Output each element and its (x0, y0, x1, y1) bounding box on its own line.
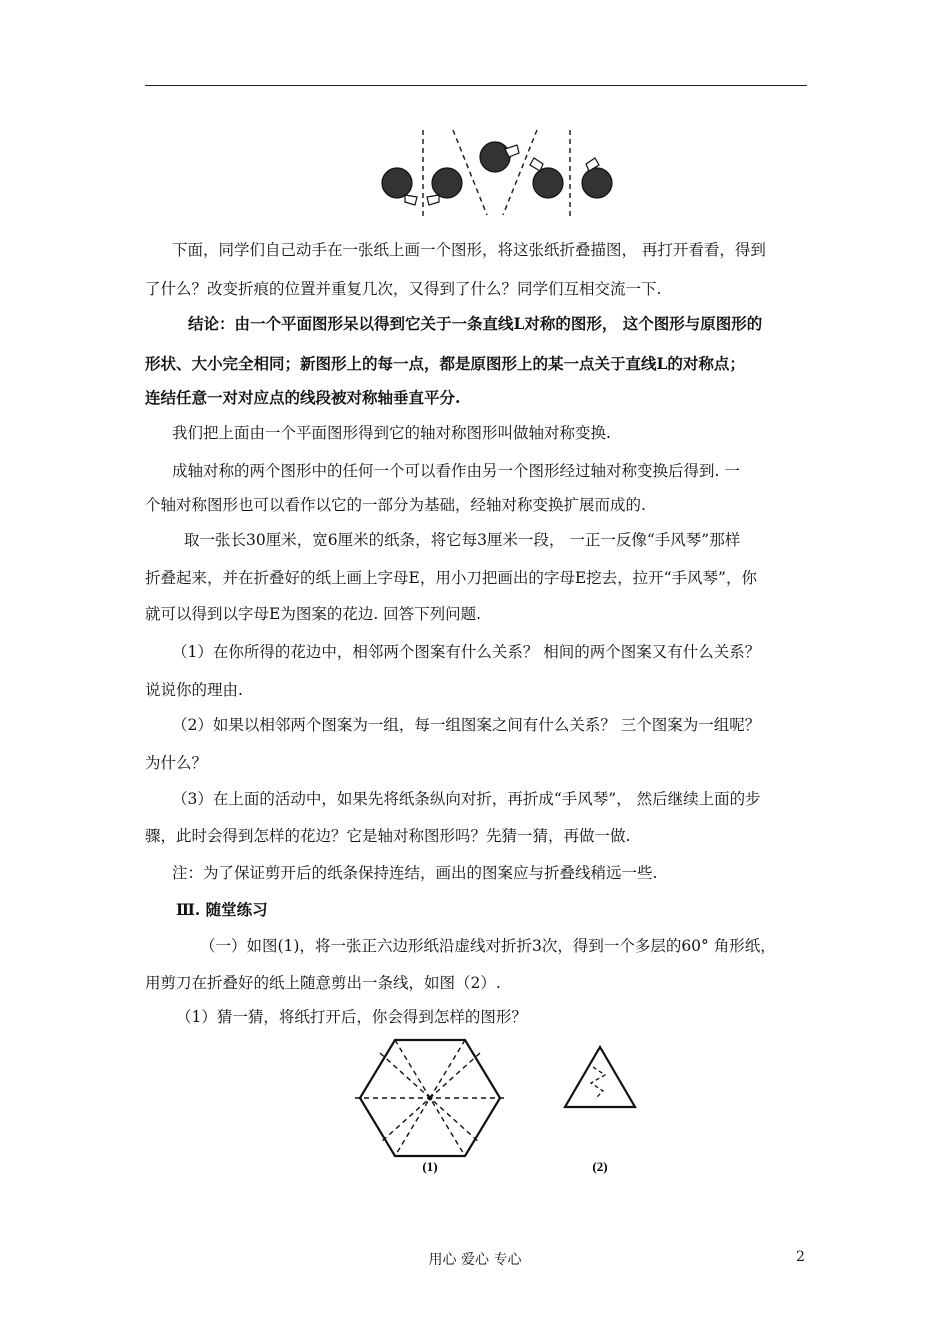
exercise: （1）猜一猜，将纸打开后，你会得到怎样的图形？ (176, 1008, 527, 1026)
page-number: 2 (796, 1249, 805, 1265)
question: 为什么？ (145, 754, 208, 772)
conclusion: 形状、大小完全相同；新图形上的每一点，都是原图形上的某一点关于直线L的对称点； (145, 354, 745, 373)
paragraph: 成轴对称的两个图形中的任何一个可以看作由另一个图形经过轴对称变换后得到. 一 (172, 462, 740, 480)
paragraph: 就可以得到以字母E为图案的花边. 回答下列问题. (145, 605, 482, 623)
symmetry-figures-image (375, 125, 615, 220)
section-heading: Ⅲ. 随堂练习 (176, 900, 268, 919)
figure-label: (1) (422, 1159, 438, 1174)
note: 注：为了保证剪开后的纸条保持连结，画出的图案应与折叠线稍远一些. (172, 864, 658, 882)
paragraph: 取一张长30厘米，宽6厘米的纸条，将它每3厘米一段， 一正一反像“手风琴”那样 (184, 531, 741, 549)
paragraph: 下面，同学们自己动手在一张纸上画一个图形，将这张纸折叠描图， 再打开看看，得到 (172, 241, 766, 259)
question: 说说你的理由. (145, 681, 243, 699)
figure-label: (2) (592, 1159, 608, 1174)
conclusion: 结论：由一个平面图形呆以得到它关于一条直线L对称的图形， 这个图形与原图形的 (188, 314, 763, 333)
hexagon-figure (355, 1035, 505, 1175)
question: （2）如果以相邻两个图案为一组，每一组图案之间有什么关系？ 三个图案为一组呢？ (172, 716, 761, 734)
question: （1）在你所得的花边中，相邻两个图案有什么关系？ 相间的两个图案又有什么关系？ (172, 643, 761, 661)
footer-text: 用心 爱心 专心 (428, 1252, 522, 1268)
paragraph: 我们把上面由一个平面图形得到它的轴对称图形叫做轴对称变换. (172, 424, 611, 442)
paragraph: 折叠起来，并在折叠好的纸上画上字母E，用小刀把画出的字母E挖去，拉开“手风琴”，你 (145, 569, 757, 587)
exercise: 用剪刀在折叠好的纸上随意剪出一条线，如图（2）. (145, 974, 501, 992)
triangle-figure (555, 1035, 645, 1175)
paragraph: 个轴对称图形也可以看作以它的一部分为基础，经轴对称变换扩展而成的. (145, 496, 646, 514)
conclusion: 连结任意一对对应点的线段被对称轴垂直平分. (145, 388, 461, 407)
header-rule (145, 85, 807, 86)
question: （3）在上面的活动中，如果先将纸条纵向对折，再折成“手风琴”， 然后继续上面的步 (172, 790, 761, 808)
exercise: （一）如图(1)，将一张正六边形纸沿虚线对折折3次，得到一个多层的60° 角形纸， (200, 937, 776, 955)
paragraph: 了什么？改变折痕的位置并重复几次，又得到了什么？同学们互相交流一下. (145, 280, 662, 298)
question: 骤，此时会得到怎样的花边？它是轴对称图形吗？先猜一猜，再做一做. (145, 827, 631, 845)
